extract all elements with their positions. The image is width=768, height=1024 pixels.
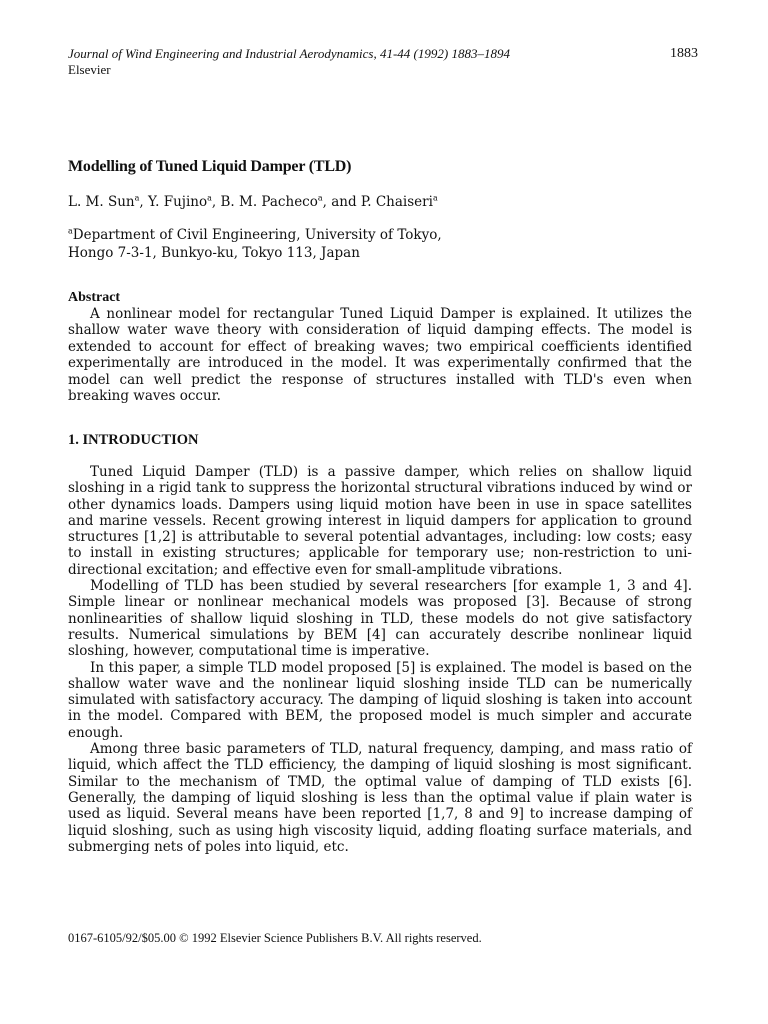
abstract-body (68, 306, 692, 404)
affiliation-mark: a (207, 193, 212, 203)
affiliation-line: Department of Civil Engineering, University of Tokyo, (72, 227, 442, 243)
introduction-body (68, 464, 692, 855)
paragraph: Tuned Liquid Damper (TLD) is a passive damper, which relies on shallow liquid sloshing in a rigid tank to suppress the horizontal structural vibrations induced by wind or other dynamics loads. Dampers using liquid motion have been in use in space satellites and marine vessels. Recent growing interest in liquid dampers for application to ground structures [1,2] is attributable to several potential advantages, including: low costs; easy to install in existing structures; applicable for temporary use; non-restriction to uni-directional excitation; and effective even for small-amplitude vibrations. (68, 464, 692, 578)
paper-title: Modelling of Tuned Liquid Damper (TLD) (68, 158, 352, 175)
abstract-heading: Abstract (68, 290, 121, 305)
author-separator: , (211, 194, 221, 210)
abstract-text: A nonlinear model for rectangular Tuned Liquid Damper is explained. It utilizes the shallow water wave theory with consideration of liquid damping effects. The model is extended to account for effect of breaking waves; two empirical coefficients identified experimentally are introduced in the model. It was experimentally confirmed that the model can well predict the response of structures installed with TLD's even when breaking waves occur. (68, 306, 692, 405)
affiliation-mark: a (432, 193, 438, 203)
author-conjunction: , and (322, 194, 361, 210)
paragraph: Modelling of TLD has been studied by several researchers [for example 1, 3 and 4]. Simple linear or nonlinear mechanical models was proposed [3]. Because of strong nonlinearities of shallow liquid sloshing in TLD, these models do not give satisfactory results. Numerical simulations by BEM [4] can accurately describe nonlinear liquid sloshing, however, computational time is imperative. (68, 578, 692, 660)
author-list (68, 194, 698, 210)
affiliation-mark: a (68, 226, 73, 236)
author-name: P. Chaiseri (360, 194, 433, 210)
paragraph: Among three basic parameters of TLD, natural frequency, damping, and mass ratio of liquid, which affect the TLD efficiency, the damping of liquid sloshing is most significant. Similar to the mechanism of TMD, the optimal value of damping of TLD exists [6]. Generally, the damping of liquid sloshing is less than the optimal value if plain water is used as liquid. Several means have been reported [1,7, 8 and 9] to increase damping of liquid sloshing, such as using high viscosity liquid, adding floating surface materials, and submerging nets of poles into liquid, etc. (68, 741, 692, 855)
section-heading-introduction: 1. INTRODUCTION (68, 432, 199, 448)
author-separator: , (139, 194, 148, 210)
page-number: 1883 (670, 46, 698, 61)
copyright-footer: 0167-6105/92/$05.00 © 1992 Elsevier Science Publishers B.V. All rights reserved. (68, 931, 482, 945)
affiliation-mark: a (317, 193, 323, 203)
author-name: Y. Fujino (147, 194, 208, 210)
publisher-name: Elsevier (68, 62, 111, 77)
journal-citation: Journal of Wind Engineering and Industrial Aerodynamics, 41-44 (1992) 1883–1894 (68, 46, 510, 61)
affiliation-mark: a (134, 193, 140, 203)
paragraph: In this paper, a simple TLD model proposed [5] is explained. The model is based on the shallow water wave and the nonlinear liquid sloshing inside TLD can be numerically simulated with satisfactory accuracy. The damping of liquid sloshing is taken into account in the model. Compared with BEM, the proposed model is much simpler and accurate enough. (68, 659, 692, 741)
affiliation (68, 226, 698, 262)
running-header (68, 46, 698, 78)
affiliation-line: Hongo 7-3-1, Bunkyo-ku, Tokyo 113, Japan (68, 245, 360, 261)
author-name: L. M. Sun (68, 194, 135, 210)
author-name: B. M. Pacheco (220, 194, 318, 210)
